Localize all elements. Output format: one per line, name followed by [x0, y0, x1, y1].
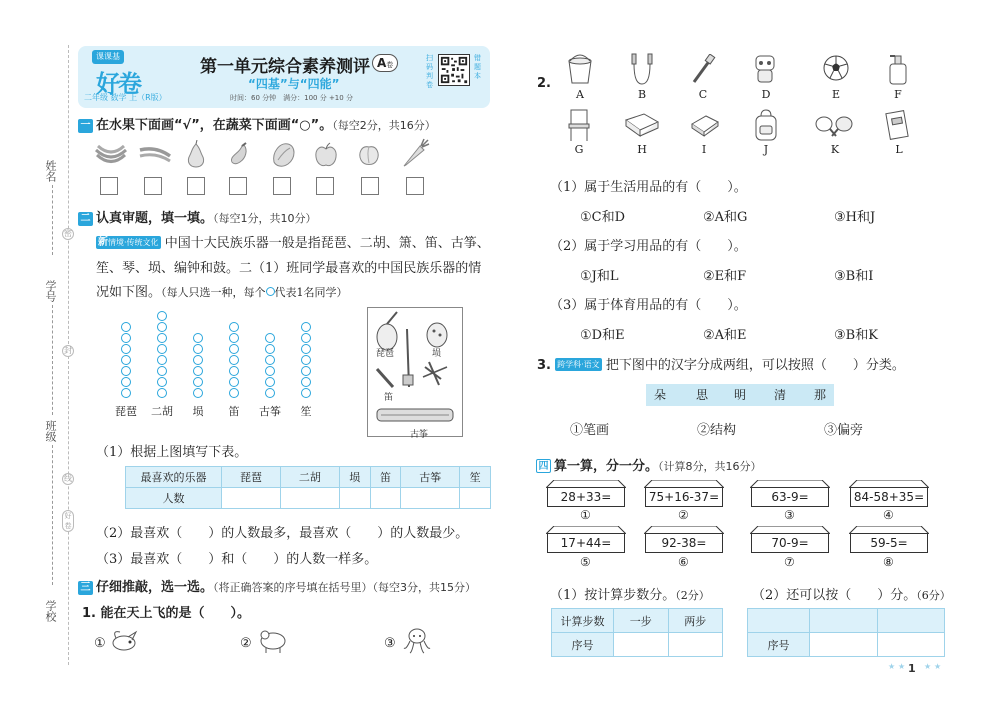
q3-text: 把下图中的汉字分成两组，可以按照（ ）分类。 [605, 358, 905, 373]
answer-box-5[interactable] [273, 177, 291, 195]
hanzi-char: 清 [774, 388, 787, 402]
calc-label: ② [678, 508, 689, 522]
pictograph-label: 笛 [228, 405, 240, 418]
test-meta: 时间：60 分钟 满分：100 分 +10 分 [230, 94, 353, 102]
table-cell-input[interactable] [877, 609, 945, 633]
context-tag-text: 情境·传统文化 [108, 238, 159, 247]
table-cell-input[interactable] [339, 488, 370, 509]
table-cell-input[interactable] [877, 633, 945, 657]
toothbrush-icon [690, 54, 716, 84]
pic-label-xun: 埙 [432, 349, 442, 359]
pictograph-circle [265, 344, 275, 354]
pictograph-circle [229, 344, 239, 354]
book-icon [884, 108, 912, 142]
pictograph-circle [157, 388, 167, 398]
school-label: 学校 [44, 600, 57, 622]
section2-q2: （2）最喜欢（ ）的人数最多，最喜欢（ ）的人数最少。 [96, 526, 469, 541]
pictograph-circle [193, 366, 203, 376]
section2-q1: （1）根据上图填写下表。 [96, 445, 248, 460]
favorite-instrument-table [125, 466, 491, 509]
error-book-label: 错题本 [474, 54, 481, 80]
pictograph-circle [121, 355, 131, 365]
q3-opt1[interactable]: ①笔画 [570, 423, 610, 438]
pictograph-circle [301, 322, 311, 332]
pictograph-circle [301, 377, 311, 387]
star-icon: ★ [888, 662, 896, 671]
version-badge [372, 54, 398, 72]
q2-sub3: （3）属于体育用品的有（ ）。 [550, 298, 747, 313]
section3-q1: 1. 能在天上飞的是（ ）。 [82, 606, 251, 621]
series-badge [84, 50, 167, 104]
sub2-note: （6分） [916, 589, 951, 602]
calc-label: ⑧ [883, 555, 894, 569]
bird-icon [108, 628, 140, 652]
pear-icon [184, 140, 208, 168]
pic-label-di: 笛 [384, 393, 394, 403]
calc-label: ① [580, 508, 591, 522]
qr-code-icon[interactable] [438, 54, 470, 86]
sub2-text: （2）还可以按（ ）分。 [752, 588, 917, 603]
q1-option-3[interactable]: ③ [384, 636, 396, 651]
sheep-icon [256, 626, 290, 654]
pictograph-circle [301, 333, 311, 343]
pictograph-circle [193, 377, 203, 387]
star-icon: ★ [898, 662, 906, 671]
pictograph-circle [157, 377, 167, 387]
seal-mark-1: 密 [64, 229, 72, 238]
table-count-row [126, 488, 491, 509]
paragraph-text-1: 中国十大民族乐器一般是指琵琶、二胡、箫、笛、古筝、 [164, 236, 490, 251]
cabbage-icon [270, 140, 298, 168]
hanzi-char: 明 [734, 388, 747, 402]
q2-sub3-opt1[interactable]: ①D和E [580, 328, 625, 343]
table-cell-input[interactable] [401, 488, 460, 509]
star-icon: ★ [934, 662, 942, 671]
section2-q3: （3）最喜欢（ ）和（ ）的人数一样多。 [96, 552, 378, 567]
table-head-sheng: 笙 [460, 467, 491, 488]
q2-sub2-opt2[interactable]: ②E和F [703, 269, 747, 284]
seal-mark-2: 封 [64, 346, 72, 355]
section4-note: （计算8分，共16分） [658, 460, 762, 473]
chair-icon [566, 108, 592, 142]
series-logo: 好卷 [96, 70, 140, 98]
q2-sub2-opt3[interactable]: ③B和I [834, 269, 874, 284]
page-number: 1 [908, 662, 916, 675]
pictograph-circle [157, 355, 167, 365]
section2-note: （每空1分，共10分） [213, 212, 317, 225]
pic-label-guzheng: 古筝 [410, 430, 429, 440]
section3-title [78, 576, 476, 595]
pictograph-circle [193, 344, 203, 354]
pictograph-circle [301, 344, 311, 354]
custom-table-head [748, 609, 945, 633]
table-head-xun: 埙 [339, 467, 370, 488]
table-cell-input[interactable] [810, 609, 878, 633]
calc-label: ⑥ [678, 555, 689, 569]
q3-number: 3. [537, 358, 551, 373]
calc-expression[interactable]: 28+33= [547, 487, 625, 507]
section1-number: 一 [78, 119, 93, 133]
name-label: 姓名 [44, 160, 57, 182]
seal-mark-3: 线 [64, 474, 72, 483]
step-table-row-label: 序号 [552, 633, 614, 657]
section1-title [78, 114, 436, 133]
custom-table-row [748, 633, 945, 657]
object-label-l: L [895, 143, 903, 156]
paragraph-note-a: （每人只选一种，每个 [161, 286, 266, 299]
chili-pepper-icon [138, 144, 172, 164]
q1-option-1[interactable]: ① [94, 636, 106, 651]
table-head-erhu: 二胡 [280, 467, 339, 488]
pictograph-circle [121, 333, 131, 343]
octopus-icon [402, 626, 432, 656]
step-table-col-two: 两步 [668, 609, 723, 633]
q1-option-2[interactable]: ② [240, 636, 252, 651]
student-no-label: 学号 [44, 280, 57, 302]
calc-label: ⑤ [580, 555, 591, 569]
pictograph-circle [121, 366, 131, 376]
pictograph-circle [265, 388, 275, 398]
answer-box-6[interactable] [316, 177, 334, 195]
pictograph-circle [193, 333, 203, 343]
table-head-di: 笛 [370, 467, 401, 488]
section4-title-text: 算一算，分一分。 [554, 459, 659, 474]
banana-icon [94, 142, 128, 168]
student-no-line [52, 305, 53, 415]
table-head-row [126, 467, 491, 488]
pictograph-label: 二胡 [151, 405, 173, 418]
q3-opt2[interactable]: ②结构 [697, 423, 737, 438]
pictograph-circle [301, 388, 311, 398]
section4-sub2 [752, 584, 951, 603]
eggplant-icon [228, 142, 250, 166]
hanzi-bar [646, 384, 834, 406]
table-row-label: 人数 [126, 488, 222, 509]
paragraph-text-3: 况如下图。 [96, 285, 162, 300]
pictograph-circle [229, 355, 239, 365]
section3-title-text: 仔细推敲，选一选。 [96, 580, 214, 595]
calc-expression[interactable]: 75+16-37= [645, 487, 723, 507]
section2-title-text: 认真审题，填一填。 [96, 211, 214, 226]
section2-title [78, 207, 317, 226]
eraser-icon [688, 112, 720, 138]
circle-symbol-icon [266, 287, 275, 296]
pictograph-circle [229, 377, 239, 387]
calc-expression[interactable]: 84-58+35= [850, 487, 928, 507]
bucket-icon [565, 53, 595, 85]
apple-icon [314, 142, 338, 168]
custom-category-table [747, 608, 945, 657]
table-cell-input[interactable] [614, 633, 669, 657]
pictograph-circle [193, 388, 203, 398]
calc-label: ⑦ [784, 555, 795, 569]
pictograph-circle [157, 322, 167, 332]
badminton-racket-icon [814, 114, 854, 138]
object-label-e: E [831, 88, 841, 101]
page-subtitle: “四基”与“四能” [248, 77, 340, 91]
pictograph-circle [229, 322, 239, 332]
pictograph-circle [121, 377, 131, 387]
answer-box-4[interactable] [229, 177, 247, 195]
pic-label-pipa: 琵琶 [376, 349, 395, 359]
object-label-j: J [763, 143, 769, 156]
calc-expression[interactable]: 70-9= [751, 533, 829, 553]
soccer-ball-icon [822, 54, 850, 82]
context-paragraph-line2: 笙、琴、埙、编钟和鼓。二（1）班同学最喜欢的中国民族乐器的情 [96, 261, 482, 276]
calc-expression[interactable]: 59-5= [850, 533, 928, 553]
table-cell-input[interactable] [280, 488, 339, 509]
pictograph-circle [265, 355, 275, 365]
towel-icon [624, 112, 660, 138]
q2-sub3-opt3[interactable]: ③B和K [834, 328, 878, 343]
step-table-head [552, 609, 723, 633]
series-top-label: 课课基 [92, 50, 124, 64]
grade-label: 二年级 数学 上（R版） [84, 93, 167, 102]
section3-q3 [537, 354, 905, 373]
cross-subject-tag: 跨学科·语文 [557, 360, 600, 369]
step-table-row [552, 633, 723, 657]
pictograph-label: 古筝 [259, 405, 281, 418]
table-head-pipa: 琵琶 [222, 467, 281, 488]
object-label-i: I [701, 143, 707, 156]
paragraph-note-b: 代表1名同学） [274, 286, 348, 299]
step-table-col-one: 一步 [614, 609, 669, 633]
pictograph-circle [157, 311, 167, 321]
peach-icon [356, 142, 382, 168]
pictograph-circle [301, 355, 311, 365]
section3-note: （将正确答案的序号填在括号里）（每空3分，共15分） [213, 581, 477, 594]
calc-expression[interactable]: 63-9= [751, 487, 829, 507]
table-cell-input[interactable] [810, 633, 878, 657]
pictograph-circle [157, 333, 167, 343]
sub1-text: （1）按计算步数分。 [550, 588, 676, 603]
object-label-a: A [576, 88, 584, 101]
carrot-icon [400, 138, 430, 168]
object-label-f: F [894, 88, 902, 101]
context-tag [96, 236, 161, 249]
hanzi-char: 朵 [654, 388, 667, 402]
answer-box-2[interactable] [144, 177, 162, 195]
table-head-label: 最喜欢的乐器 [126, 467, 222, 488]
q2-sub2: （2）属于学习用品的有（ ）。 [550, 239, 747, 254]
table-cell-input[interactable] [222, 488, 281, 509]
q3-opt3[interactable]: ③偏旁 [824, 423, 864, 438]
section3-number: 三 [78, 581, 93, 595]
pictograph-circle [229, 366, 239, 376]
context-tag-new: 新 [98, 237, 108, 248]
instruments-picture [367, 307, 463, 437]
answer-box-3[interactable] [187, 177, 205, 195]
context-paragraph-line3 [96, 281, 348, 300]
version-letter: A [377, 56, 387, 70]
section1-title-text: 在水果下面画“√”，在蔬菜下面画“○”。 [96, 118, 333, 133]
soap-bottle-icon [886, 52, 910, 86]
context-paragraph-line1 [96, 232, 490, 251]
pictograph-circle [121, 322, 131, 332]
hanzi-char: 那 [814, 388, 827, 402]
sub1-note: （2分） [675, 589, 710, 602]
pictograph-circle [121, 344, 131, 354]
pictograph-label: 笙 [300, 405, 312, 418]
pictograph-label: 琵琶 [115, 405, 137, 418]
section4-number: 四 [536, 459, 551, 473]
name-line [52, 185, 53, 255]
q2-sub1-opt3[interactable]: ③H和J [834, 210, 876, 225]
object-label-c: C [698, 88, 708, 101]
section4-sub1 [550, 584, 710, 603]
calc-label: ③ [784, 508, 795, 522]
calc-expression[interactable]: 92-38= [645, 533, 723, 553]
custom-table-row-label: 序号 [748, 633, 810, 657]
pictograph-circle [265, 366, 275, 376]
class-label: 班级 [44, 420, 57, 442]
pictograph-circle [301, 366, 311, 376]
object-label-h: H [637, 143, 647, 156]
section4-title [536, 455, 762, 474]
section3-q2-label: 2. [537, 76, 551, 91]
q2-sub1-opt1[interactable]: ①C和D [580, 210, 626, 225]
pictograph-circle [265, 333, 275, 343]
step-count-table [551, 608, 723, 657]
star-icon: ★ [924, 662, 932, 671]
class-line [52, 445, 53, 585]
q2-sub3-opt2[interactable]: ②A和E [703, 328, 747, 343]
table-cell-input[interactable] [668, 633, 723, 657]
hanzi-char: 思 [696, 388, 709, 402]
object-label-g: G [574, 143, 584, 156]
scan-label: 扫码判卷 [426, 54, 433, 89]
pictograph-circle [193, 355, 203, 365]
pictograph-circle [157, 344, 167, 354]
pictograph-circle [121, 388, 131, 398]
object-label-d: D [761, 88, 771, 101]
calc-label: ④ [883, 508, 894, 522]
pictograph-circle [229, 333, 239, 343]
guzheng-icon [377, 409, 453, 421]
calc-expression[interactable]: 17+44= [547, 533, 625, 553]
object-label-k: K [830, 143, 840, 156]
section2-number: 二 [78, 212, 93, 226]
table-cell-input[interactable] [370, 488, 401, 509]
test-header [78, 46, 490, 108]
q2-sub1-opt2[interactable]: ②A和G [703, 210, 748, 225]
answer-box-1[interactable] [100, 177, 118, 195]
page-title: 第一单元综合素养测评 [200, 57, 370, 77]
answer-box-7[interactable] [361, 177, 379, 195]
q2-sub2-opt1[interactable]: ①J和L [580, 269, 619, 284]
xun-icon [427, 323, 447, 347]
q2-sub1: （1）属于生活用品的有（ ）。 [550, 180, 747, 195]
pictograph-circle [157, 366, 167, 376]
jump-rope-icon [628, 52, 656, 86]
step-table-head-label: 计算步数 [552, 609, 614, 633]
object-label-b: B [637, 88, 647, 101]
backpack-icon [752, 108, 780, 142]
seal-mark-4: 好卷 [62, 510, 74, 532]
pictograph-label: 埙 [192, 405, 204, 418]
version-suffix: 卷 [386, 61, 394, 69]
pictograph-circle [229, 388, 239, 398]
section1-note: （每空2分，共16分） [332, 119, 436, 132]
table-cell-input[interactable] [460, 488, 491, 509]
table-cell-input[interactable] [748, 609, 810, 633]
answer-box-8[interactable] [406, 177, 424, 195]
robot-toy-icon [750, 52, 780, 84]
table-head-guzheng: 古筝 [401, 467, 460, 488]
pictograph-circle [265, 377, 275, 387]
